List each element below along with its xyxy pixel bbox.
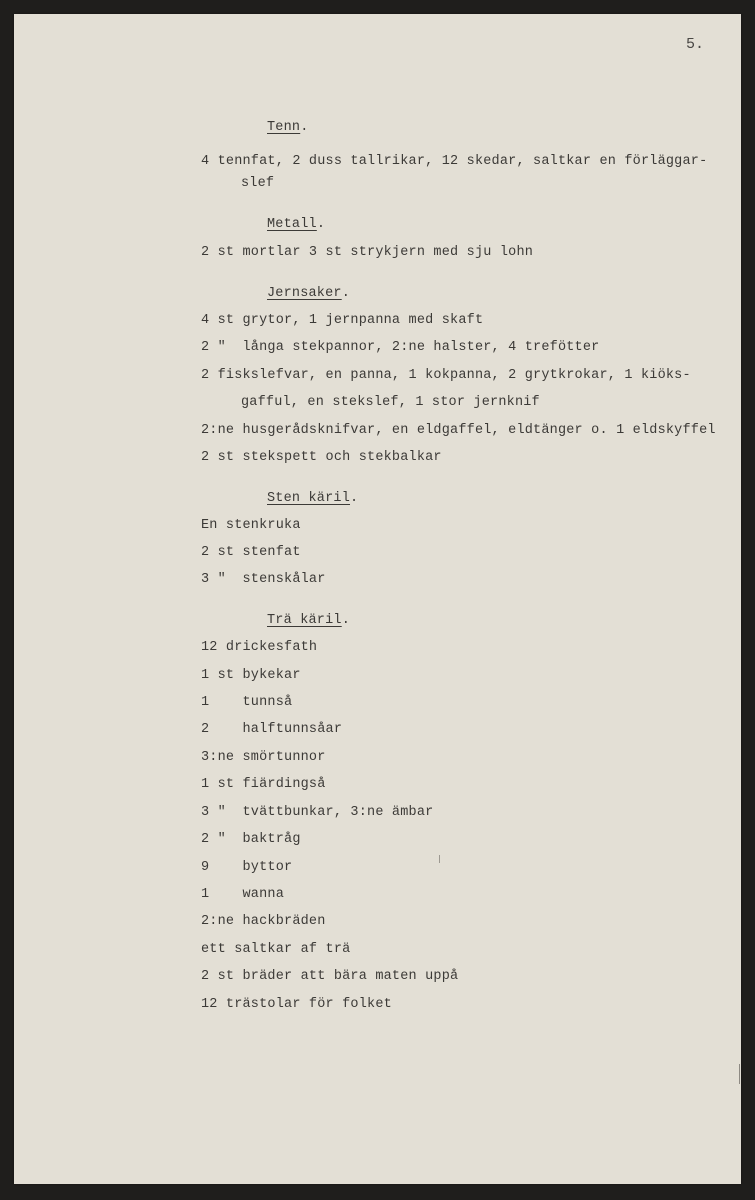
inventory-line: 12 trästolar för folket (201, 997, 392, 1012)
inventory-line: En stenkruka (201, 518, 301, 533)
inventory-line: 4 tennfat, 2 duss tallrikar, 12 skedar, saltkar en förläggar- (201, 154, 708, 169)
inventory-line: 2 st mortlar 3 st strykjern med sju lohn (201, 245, 534, 260)
inventory-line: 2 halftunnsåar (201, 722, 343, 737)
inventory-line: 3:ne smörtunnor (201, 750, 326, 765)
section-heading-metall: Metall. (267, 217, 326, 232)
section-heading-tenn: Tenn. (267, 120, 309, 135)
inventory-line: 2 st stenfat (201, 545, 301, 560)
inventory-line: slef (241, 176, 275, 191)
inventory-line: 1 tunnså (201, 695, 293, 710)
inventory-line: 9 byttor (201, 860, 293, 875)
document-page (14, 14, 741, 1184)
section-heading-jernsaker: Jernsaker. (267, 286, 351, 301)
inventory-line: 2 fiskslefvar, en panna, 1 kokpanna, 2 grytkrokar, 1 kiöks- (201, 368, 691, 383)
page-number: 5. (686, 36, 705, 53)
inventory-line: 3 " stenskålar (201, 572, 326, 587)
inventory-line: 12 drickesfath (201, 640, 318, 655)
inventory-line: 2:ne husgerådsknifvar, en eldgaffel, eldtänger o. 1 eldskyffel (201, 423, 716, 438)
inventory-line: 2 st stekspett och stekbalkar (201, 450, 442, 465)
inventory-line: 2 " långa stekpannor, 2:ne halster, 4 trefötter (201, 340, 600, 355)
inventory-line: 1 st fiärdingså (201, 777, 326, 792)
inventory-line: 3 " tvättbunkar, 3:ne ämbar (201, 805, 434, 820)
inventory-line: 2:ne hackbräden (201, 914, 326, 929)
inventory-line: 1 wanna (201, 887, 285, 902)
paper-edge-mark (739, 1064, 740, 1084)
paper-mark (439, 855, 440, 863)
inventory-line: gafful, en stekslef, 1 stor jernknif (241, 395, 540, 410)
inventory-line: ett saltkar af trä (201, 942, 351, 957)
inventory-line: 4 st grytor, 1 jernpanna med skaft (201, 313, 484, 328)
section-heading-sten-karil: Sten käril. (267, 491, 359, 506)
inventory-line: 2 " baktråg (201, 832, 301, 847)
inventory-line: 2 st bräder att bära maten uppå (201, 969, 459, 984)
section-heading-tra-karil: Trä käril. (267, 613, 351, 628)
inventory-line: 1 st bykekar (201, 668, 301, 683)
